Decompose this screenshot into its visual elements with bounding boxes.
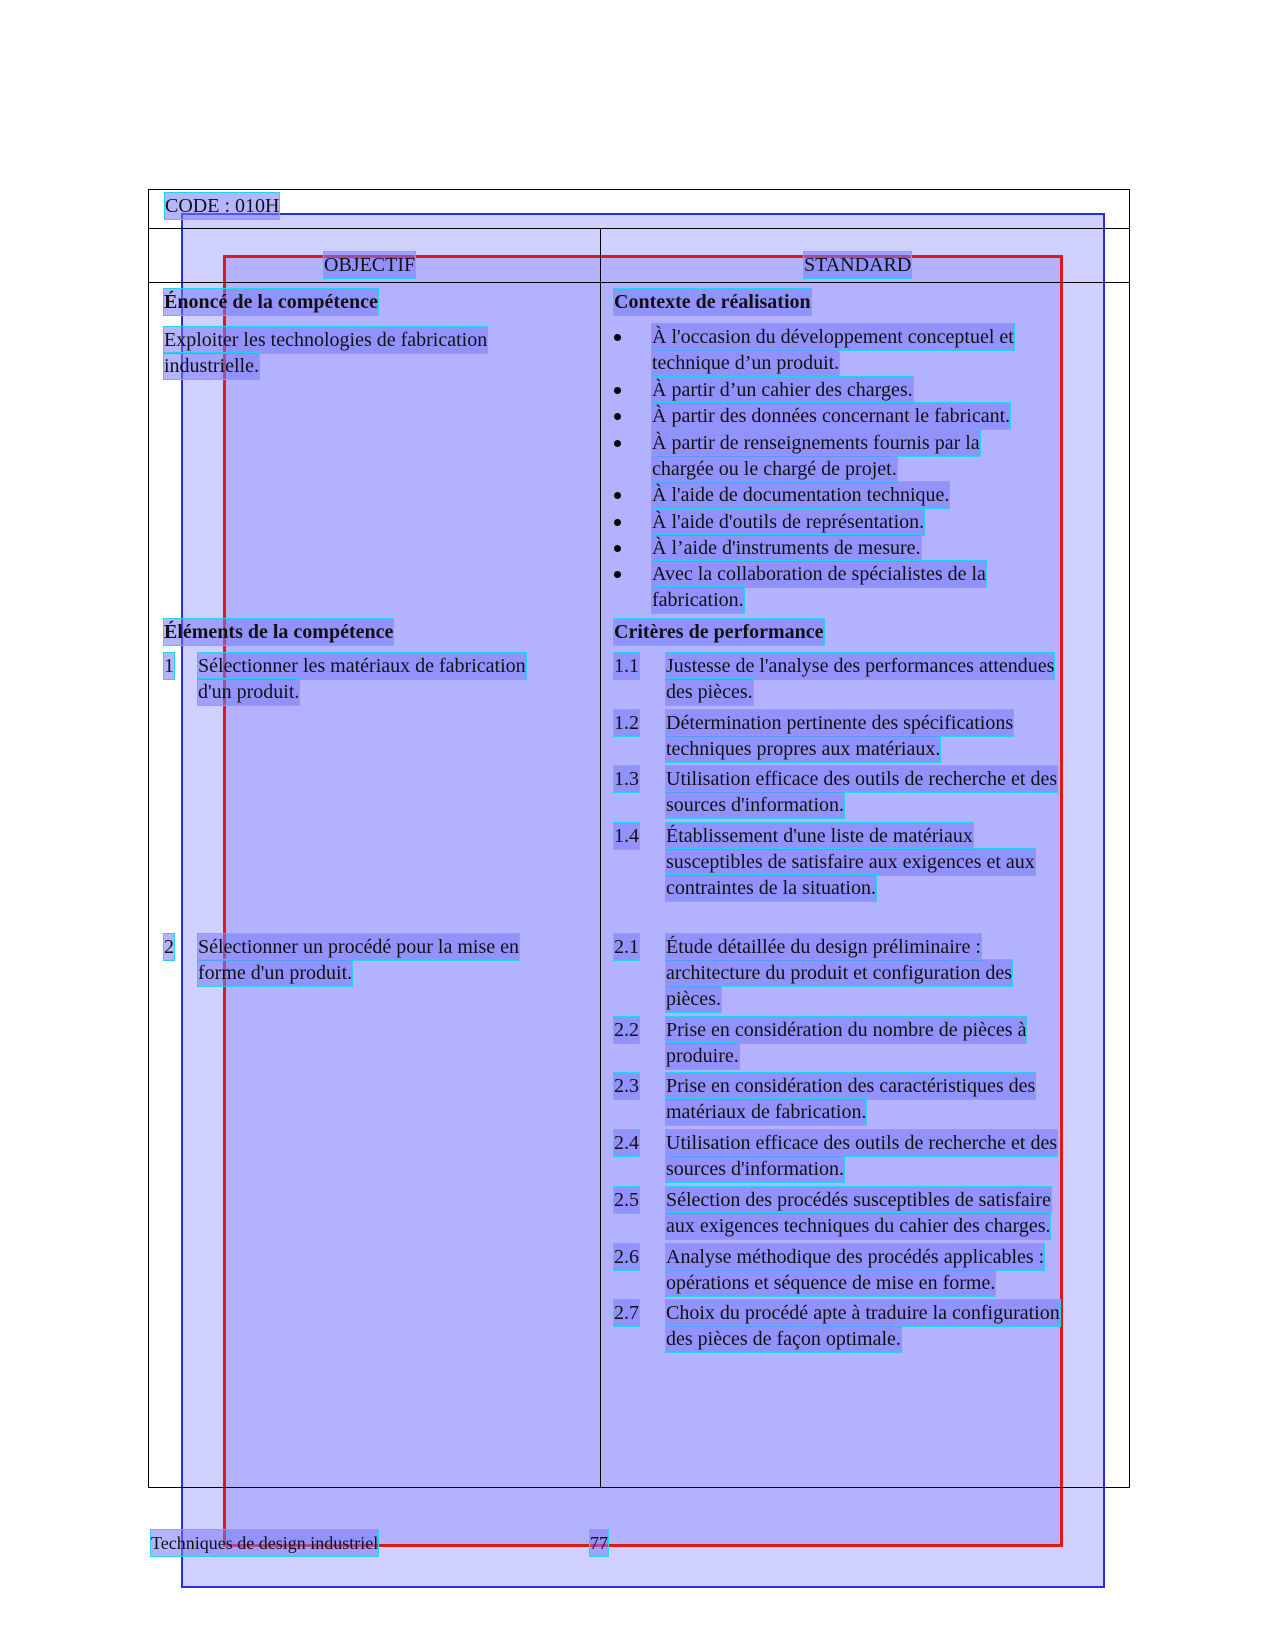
critere-number: 2.6 [614, 1246, 639, 1268]
critere-text: Étude détaillée du design préliminaire : [666, 936, 981, 958]
critere-text: sources d'information. [666, 1158, 845, 1180]
contexte-item: À l’aide d'instruments de mesure. [652, 537, 921, 559]
bullet-icon [614, 334, 621, 341]
critere-text: techniques propres aux matériaux. [666, 738, 941, 760]
footer-program: Techniques de design industriel [151, 1530, 378, 1556]
element-text: Sélectionner un procédé pour la mise en [198, 936, 519, 958]
contexte-item: À l'aide de documentation technique. [652, 484, 950, 506]
critere-number: 1.2 [614, 712, 639, 734]
critere-number: 1.3 [614, 768, 639, 790]
critere-text: Prise en considération du nombre de pièces à [666, 1019, 1027, 1041]
contexte-item: À partir de renseignements fournis par la [652, 432, 980, 454]
critere-text: sources d'information. [666, 794, 845, 816]
critere-number: 2.3 [614, 1075, 639, 1097]
critere-text: Détermination pertinente des spécifications [666, 712, 1014, 734]
critere-text: matériaux de fabrication. [666, 1101, 867, 1123]
element-number: 1 [164, 655, 174, 677]
critere-text: contraintes de la situation. [666, 877, 876, 899]
enonce-text: Exploiter les technologies de fabrication [164, 329, 488, 351]
elements-heading: Éléments de la compétence [164, 621, 394, 643]
bullet-icon [614, 571, 621, 578]
critere-text: susceptibles de satisfaire aux exigences et aux [666, 851, 1035, 873]
critere-text: architecture du produit et configuration des [666, 962, 1012, 984]
contexte-item: À l'aide d'outils de représentation. [652, 511, 925, 533]
critere-number: 2.4 [614, 1132, 639, 1154]
critere-text: Utilisation efficace des outils de recherche et des [666, 768, 1058, 790]
contexte-heading: Contexte de réalisation [614, 291, 811, 313]
critere-text: Utilisation efficace des outils de recherche et des [666, 1132, 1058, 1154]
critere-text: des pièces. [666, 681, 753, 703]
element-text: Sélectionner les matériaux de fabrication [198, 655, 526, 677]
bullet-icon [614, 519, 621, 526]
contexte-item: À partir des données concernant le fabricant. [652, 405, 1011, 427]
header-standard: STANDARD [804, 254, 912, 276]
contexte-item: À l'occasion du développement conceptuel et [652, 326, 1014, 348]
critere-text: produire. [666, 1045, 739, 1067]
critere-text: Prise en considération des caractéristiques des [666, 1075, 1036, 1097]
footer-page-number: 77 [590, 1530, 608, 1556]
criteres-heading: Critères de performance [614, 621, 824, 643]
critere-number: 2.5 [614, 1189, 639, 1211]
bullet-icon [614, 492, 621, 499]
contexte-item: technique d’un produit. [652, 352, 840, 374]
critere-text: Établissement d'une liste de matériaux [666, 825, 973, 847]
code-label: CODE : 010H [165, 195, 280, 217]
critere-text: Justesse de l'analyse des performances attendues [666, 655, 1055, 677]
column-divider [600, 228, 601, 1488]
critere-text: opérations et séquence de mise en forme. [666, 1272, 996, 1294]
element-text: forme d'un produit. [198, 962, 353, 984]
bullet-icon [614, 387, 621, 394]
element-text: d'un produit. [198, 681, 300, 703]
critere-text: aux exigences techniques du cahier des charges. [666, 1215, 1051, 1237]
critere-number: 2.1 [614, 936, 639, 958]
critere-text: Choix du procédé apte à traduire la configuration [666, 1302, 1060, 1324]
header-objectif: OBJECTIF [324, 254, 416, 276]
critere-number: 1.4 [614, 825, 639, 847]
critere-text: Analyse méthodique des procédés applicables : [666, 1246, 1045, 1268]
critere-number: 1.1 [614, 655, 639, 677]
critere-text: pièces. [666, 988, 721, 1010]
critere-text: Sélection des procédés susceptibles de satisfaire [666, 1189, 1051, 1211]
contexte-item: chargée ou le chargé de projet. [652, 458, 897, 480]
table-rule [148, 228, 1130, 229]
contexte-item: Avec la collaboration de spécialistes de la [652, 563, 986, 585]
bullet-icon [614, 440, 621, 447]
enonce-heading: Énoncé de la compétence [164, 291, 378, 313]
bullet-icon [614, 413, 621, 420]
element-number: 2 [164, 936, 174, 958]
critere-number: 2.2 [614, 1019, 639, 1041]
contexte-item: À partir d’un cahier des charges. [652, 379, 913, 401]
critere-text: des pièces de façon optimale. [666, 1328, 901, 1350]
bullet-icon [614, 545, 621, 552]
contexte-item: fabrication. [652, 589, 744, 611]
enonce-text: industrielle. [164, 355, 259, 377]
critere-number: 2.7 [614, 1302, 639, 1324]
table-rule [148, 282, 1130, 283]
